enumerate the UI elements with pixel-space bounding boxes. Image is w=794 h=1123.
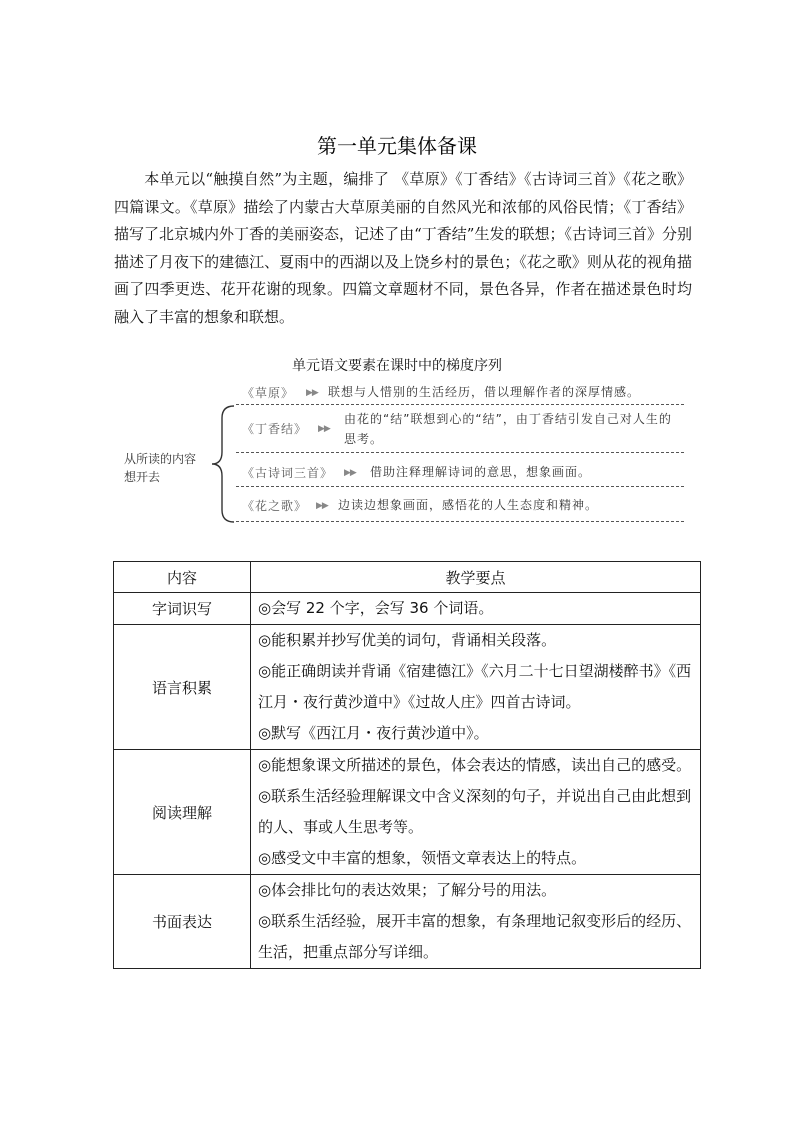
point-item: ◎联系生活经验，展开丰富的想象，有条理地记叙变形后的经历、生活，把重点部分写详细。 [258,912,692,961]
page-title: 第一单元集体备课 [317,134,477,158]
row-points [251,625,701,750]
row-points [251,593,701,625]
header-content: 内容 [114,562,251,593]
branch-text: 借助注释理解诗词的意思，想象画面。 [370,465,592,479]
point-item: ◎联系生活经验理解课文中含义深刻的句子，并说出自己由此想到的人、事或人生思考等。 [258,787,692,836]
arrow-icon: ▶▶ [344,468,356,478]
point-item: ◎能想象课文所描述的景色，体会表达的情感，读出自己的感受。 [258,756,692,774]
point-item: ◎默写《西江月・夜行黄沙道中》。 [258,724,489,742]
row-category: 阅读理解 [114,750,251,875]
branch-lesson: 《丁香结》 [242,422,308,436]
table-header-row [114,562,701,593]
branch-text: 由花的“结”联想到心的“结”，由丁香结引发自己对人生的思考。 [344,412,672,446]
intro-paragraph [114,166,692,331]
table-row [114,593,701,625]
branch-text: 边读边想象画面，感悟花的人生态度和精神。 [338,498,599,512]
point-item: ◎体会排比句的表达效果；了解分号的用法。 [258,881,557,899]
point-item: ◎感受文中丰富的想象，领悟文章表达上的特点。 [258,849,587,867]
intro-text: 本单元以“触摸自然”为主题，编排了 《草原》《丁香结》《古诗词三首》《花之歌》四篇课文。《草原》描绘了内蒙古大草原美丽的自然风光和浓郁的风俗民情；《丁香结》描写了北京城内外丁香的美丽姿态，记述了由“丁香结”生发的联想；《古诗词三首》分别描述了月夜下的建德江、夏雨中的西湖以及上饶乡村的景色；《花之歌》则从花的视角描画了四季更迭、花开花谢的现象。四篇文章题材不同，景色各异，作者在描述景色时均融入了丰富的想象和联想。 [114,170,692,326]
row-category: 语言积累 [114,625,251,750]
row-points [251,750,701,875]
teaching-points-table [113,561,701,969]
table-row [114,625,701,750]
diagram-root-label: 从所读的内容想开去 [124,452,197,484]
table-row [114,750,701,875]
table-row [114,875,701,969]
branch-text: 联想与人惜别的生活经历，借以理解作者的深厚情感。 [328,385,641,399]
arrow-icon: ▶▶ [306,388,318,398]
point-item: ◎会写 22 个字，会写 36 个词语。 [258,599,494,617]
branch-lesson: 《草原》 [242,386,295,400]
point-item: ◎能积累并抄写优美的词句，背诵相关段落。 [258,631,557,649]
arrow-icon: ▶▶ [318,424,330,434]
arrow-icon: ▶▶ [316,501,328,511]
curly-brace-icon [210,404,236,524]
branch-lesson: 《古诗词三首》 [242,466,334,480]
row-category: 书面表达 [114,875,251,969]
point-item: ◎能正确朗读并背诵《宿建德江》《六月二十七日望湖楼醉书》《西江月・夜行黄沙道中》《过故人庄》四首古诗词。 [258,662,692,711]
diagram-branch [236,382,684,405]
diagram-branch [236,494,684,522]
header-points: 教学要点 [251,562,701,593]
branch-lesson: 《花之歌》 [242,499,308,513]
row-points [251,875,701,969]
row-category: 字词识写 [114,593,251,625]
diagram-title: 单元语文要素在课时中的梯度序列 [292,358,502,374]
diagram-branch [236,408,684,453]
diagram-branch [236,460,684,487]
